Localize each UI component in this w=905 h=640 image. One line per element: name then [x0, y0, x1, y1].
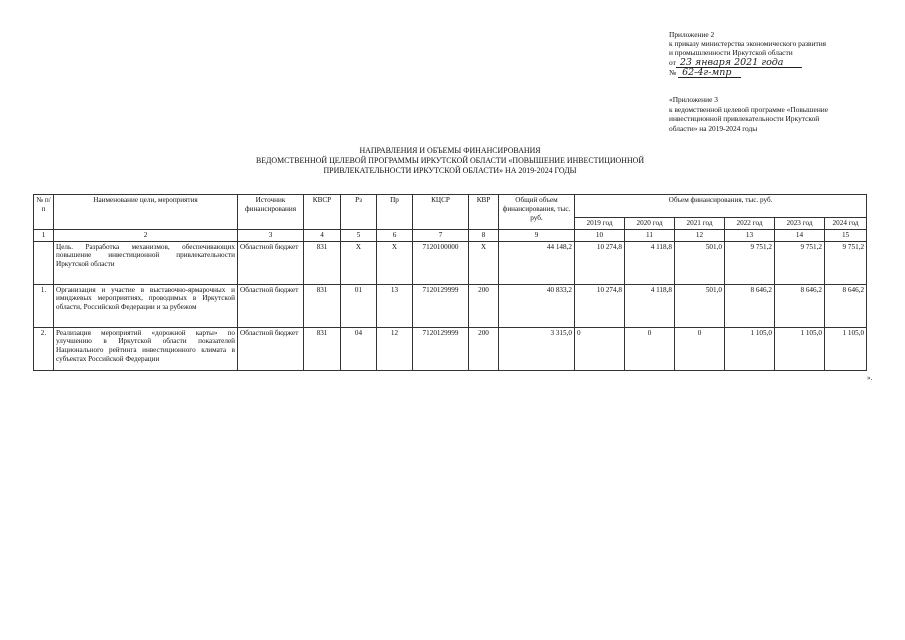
cell-total: 3 315,0: [499, 327, 575, 370]
cell-year: 9 751,2: [725, 241, 775, 284]
program-appendix-line-1: к ведомственной целевой программе «Повышение: [669, 104, 829, 114]
cell-num: [34, 241, 54, 284]
program-appendix-line-2: инвестиционной привлекательности Иркутской: [669, 114, 820, 124]
cell-kvsr: 831: [304, 284, 341, 327]
appendix-line-1: к приказу министерства экономического развития: [669, 39, 827, 49]
column-number: 14: [775, 229, 825, 241]
cell-year: 0: [675, 327, 725, 370]
cell-year: 8 646,2: [825, 284, 867, 327]
column-number: 8: [469, 229, 499, 241]
cell-year: 501,0: [675, 284, 725, 327]
cell-pr: 12: [377, 327, 413, 370]
cell-year: 10 274,8: [575, 284, 625, 327]
cell-kcsr: 7120129999: [413, 284, 469, 327]
column-number: 1: [34, 229, 54, 241]
heading-line-1: НАПРАВЛЕНИЯ И ОБЪЕМЫ ФИНАНСИРОВАНИЯ: [359, 146, 541, 155]
appendix-line-2: и промышленности Иркутской области: [669, 48, 793, 58]
cell-name: Организация и участие в выставочно-ярмарочных и имиджевых мероприятиях, проводимых в Иркутской области, Российской Федерации и за рубежом: [54, 284, 238, 327]
col-header-rz: Рз: [341, 195, 377, 230]
col-header-volume: Объем финансирования, тыс. руб.: [575, 195, 867, 218]
column-number: 3: [238, 229, 304, 241]
col-header-year: 2020 год: [625, 218, 675, 230]
col-header-year: 2021 год: [675, 218, 725, 230]
cell-kvsr: 831: [304, 241, 341, 284]
cell-year: 10 274,8: [575, 241, 625, 284]
col-header-kvr: КВР: [469, 195, 499, 230]
cell-kcsr: 7120100000: [413, 241, 469, 284]
cell-kcsr: 7120129999: [413, 327, 469, 370]
closing-quote-mark: ».: [867, 374, 873, 382]
heading-line-3: ПРИВЛЕКАТЕЛЬНОСТИ ИРКУТСКОЙ ОБЛАСТИ» НА 2019-2024 ГОДЫ: [323, 166, 577, 175]
cell-year: 1 105,0: [725, 327, 775, 370]
cell-total: 44 148,2: [499, 241, 575, 284]
cell-kvr: 200: [469, 284, 499, 327]
cell-num: 1.: [34, 284, 54, 327]
column-number-row: [34, 229, 867, 241]
column-number: 7: [413, 229, 469, 241]
appendix-number-line: [669, 68, 869, 78]
table-row: [34, 241, 867, 284]
col-header-kcsr: КЦСР: [413, 195, 469, 230]
cell-pr: 13: [377, 284, 413, 327]
cell-year: 501,0: [675, 241, 725, 284]
date-prefix: от: [669, 58, 676, 68]
cell-year: 4 118,8: [625, 284, 675, 327]
program-appendix-title: «Приложение 3: [669, 95, 718, 104]
cell-year: 0: [575, 327, 625, 370]
cell-kvsr: 831: [304, 327, 341, 370]
number-prefix: №: [669, 68, 677, 78]
table-row: [34, 284, 867, 327]
cell-rz: Х: [341, 241, 377, 284]
handwritten-date: 23 января 2021 года: [676, 58, 802, 68]
cell-pr: Х: [377, 241, 413, 284]
col-header-year: 2023 год: [775, 218, 825, 230]
cell-year: 9 751,2: [825, 241, 867, 284]
column-number: 15: [825, 229, 867, 241]
column-number: 4: [304, 229, 341, 241]
table-row: [34, 327, 867, 370]
column-number: 13: [725, 229, 775, 241]
program-appendix-line-3: области» на 2019-2024 годы: [669, 123, 758, 133]
cell-rz: 04: [341, 327, 377, 370]
col-header-year: 2019 год: [575, 218, 625, 230]
col-header-year: 2022 год: [725, 218, 775, 230]
column-number: 9: [499, 229, 575, 241]
col-header-kvsr: КВСР: [304, 195, 341, 230]
cell-source: Областной бюджет: [238, 284, 304, 327]
cell-name: Реализация мероприятий «дорожной карты» по улучшению в Иркутской области показателей Национального рейтинга инвестиционного климата в субъектах Российской Федерации: [54, 327, 238, 370]
document-heading: [190, 146, 710, 176]
cell-name: Цель. Разработка механизмов, обеспечивающих повышение инвестиционной привлекательности Иркутской области: [54, 241, 238, 284]
col-header-num: № п/п: [34, 195, 54, 230]
cell-year: 1 105,0: [825, 327, 867, 370]
col-header-name: Наименование цели, мероприятия: [54, 195, 238, 230]
column-number: 5: [341, 229, 377, 241]
cell-year: 0: [625, 327, 675, 370]
column-number: 12: [675, 229, 725, 241]
cell-year: 8 646,2: [725, 284, 775, 327]
cell-kvr: 200: [469, 327, 499, 370]
heading-line-2: ВЕДОМСТВЕННОЙ ЦЕЛЕВОЙ ПРОГРАММЫ ИРКУТСКОЙ ОБЛАСТИ «ПОВЫШЕНИЕ ИНВЕСТИЦИОННОЙ: [255, 156, 645, 165]
appendix-title: Приложение 2: [669, 30, 715, 39]
column-number: 6: [377, 229, 413, 241]
cell-source: Областной бюджет: [238, 327, 304, 370]
column-number: 10: [575, 229, 625, 241]
cell-total: 40 833,2: [499, 284, 575, 327]
cell-num: 2.: [34, 327, 54, 370]
col-header-pr: Пр: [377, 195, 413, 230]
program-appendix-block: [669, 95, 869, 133]
cell-year: 9 751,2: [775, 241, 825, 284]
column-number: 11: [625, 229, 675, 241]
cell-year: 8 646,2: [775, 284, 825, 327]
col-header-total: Общий объем финансирования, тыс. руб.: [499, 195, 575, 230]
column-number: 2: [54, 229, 238, 241]
financing-table: [33, 194, 867, 371]
cell-rz: 01: [341, 284, 377, 327]
cell-kvr: Х: [469, 241, 499, 284]
handwritten-number: 62-4г-мпр: [678, 68, 741, 78]
col-header-source: Источник финансирования: [238, 195, 304, 230]
col-header-year: 2024 год: [825, 218, 867, 230]
appendix-block: [669, 30, 869, 78]
cell-year: 1 105,0: [775, 327, 825, 370]
cell-year: 4 118,8: [625, 241, 675, 284]
cell-source: Областной бюджет: [238, 241, 304, 284]
header-row: [34, 195, 867, 218]
